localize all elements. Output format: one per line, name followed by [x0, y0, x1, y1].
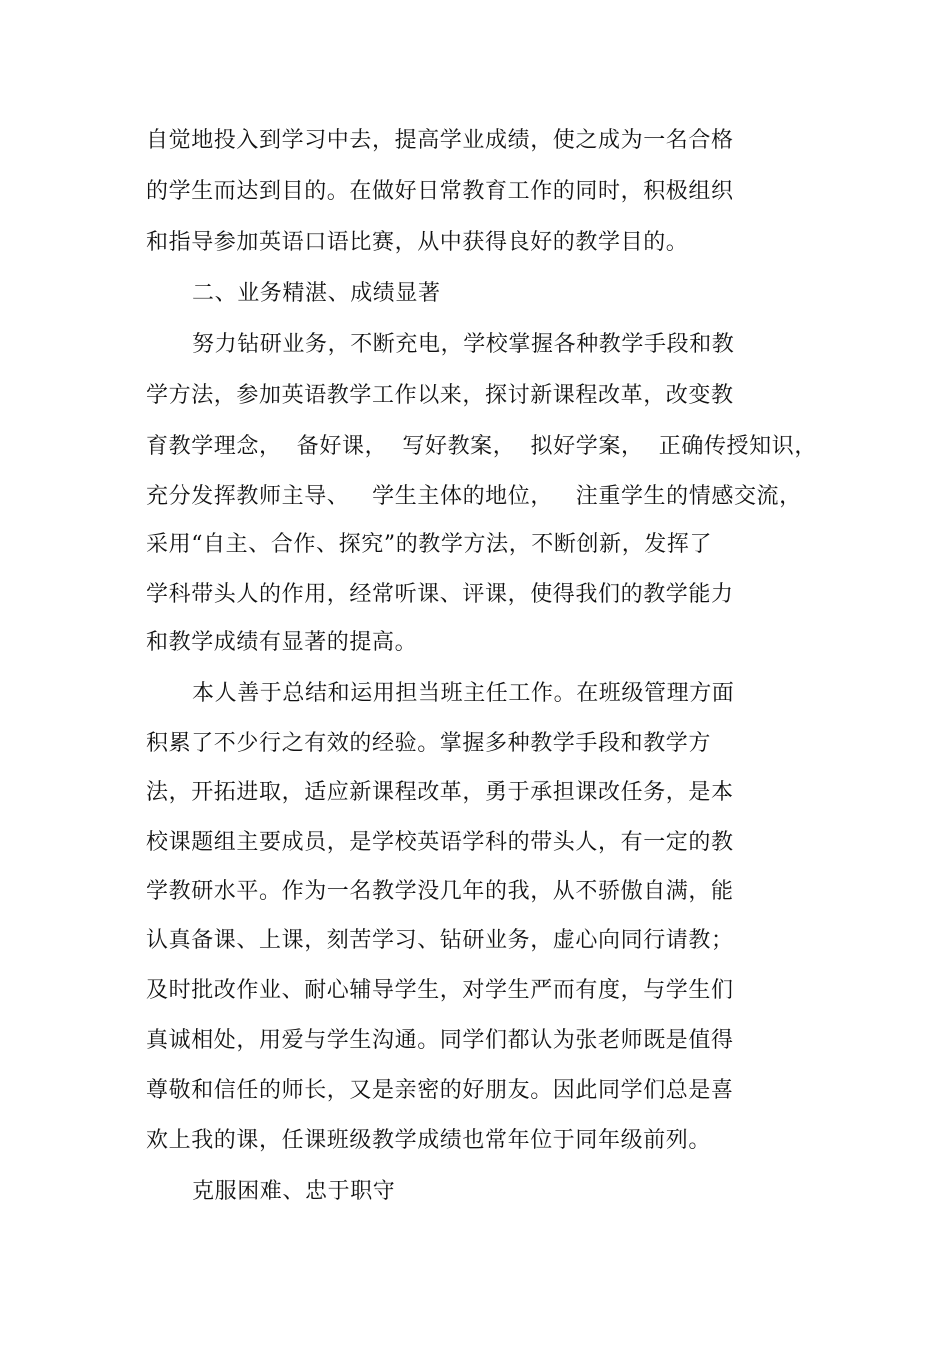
paragraph-line: 认真备课、上课，刻苦学习、钻研业务，虚心向同行请教； — [146, 928, 734, 953]
paragraph-line: 自觉地投入到学习中去，提高学业成绩，使之成为一名合格 — [146, 128, 734, 153]
paragraph-line: 积累了不少行之有效的经验。掌握多种教学手段和教学方 — [146, 731, 712, 756]
paragraph-line: 本人善于总结和运用担当班主任工作。在班级管理方面 — [192, 681, 735, 706]
paragraph-line: 学方法，参加英语教学工作以来，探讨新课程改革，改变教 — [146, 383, 734, 408]
section-heading: 克服困难、忠于职守 — [192, 1179, 396, 1204]
paragraph-line: 欢上我的课，任课班级教学成绩也常年位于同年级前列。 — [146, 1128, 712, 1153]
section-heading: 二、业务精湛、成绩显著 — [192, 281, 441, 306]
paragraph-line: 努力钻研业务，不断充电，学校掌握各种教学手段和教 — [192, 332, 735, 357]
paragraph-line: 真诚相处，用爱与学生沟通。同学们都认为张老师既是值得 — [146, 1028, 734, 1053]
paragraph-line: 学教研水平。作为一名教学没几年的我，从不骄傲自满，能 — [146, 879, 734, 904]
paragraph-line: 和指导参加英语口语比赛，从中获得良好的教学目的。 — [146, 230, 689, 255]
paragraph-line: 学科带头人的作用，经常听课、评课，使得我们的教学能力 — [146, 582, 734, 607]
paragraph-line: 和教学成绩有显著的提高。 — [146, 630, 418, 655]
paragraph-line: 法，开拓进取，适应新课程改革，勇于承担课改任务，是本 — [146, 780, 734, 805]
paragraph-line: 育教学理念， 备好课， 写好教案， 拟好学案， 正确传授知识， — [146, 434, 817, 459]
paragraph-line: 的学生而达到目的。在做好日常教育工作的同时，积极组织 — [146, 179, 734, 204]
paragraph-line: 尊敬和信任的师长，又是亲密的好朋友。因此同学们总是喜 — [146, 1078, 734, 1103]
paragraph-line: 充分发挥教师主导、 学生主体的地位， 注重学生的情感交流， — [146, 484, 802, 509]
paragraph-line: 及时批改作业、耐心辅导学生，对学生严而有度，与学生们 — [146, 978, 734, 1003]
paragraph-line: 校课题组主要成员，是学校英语学科的带头人，有一定的教 — [146, 830, 734, 855]
paragraph-line: 采用“自主、合作、探究”的教学方法，不断创新，发挥了 — [146, 532, 713, 557]
